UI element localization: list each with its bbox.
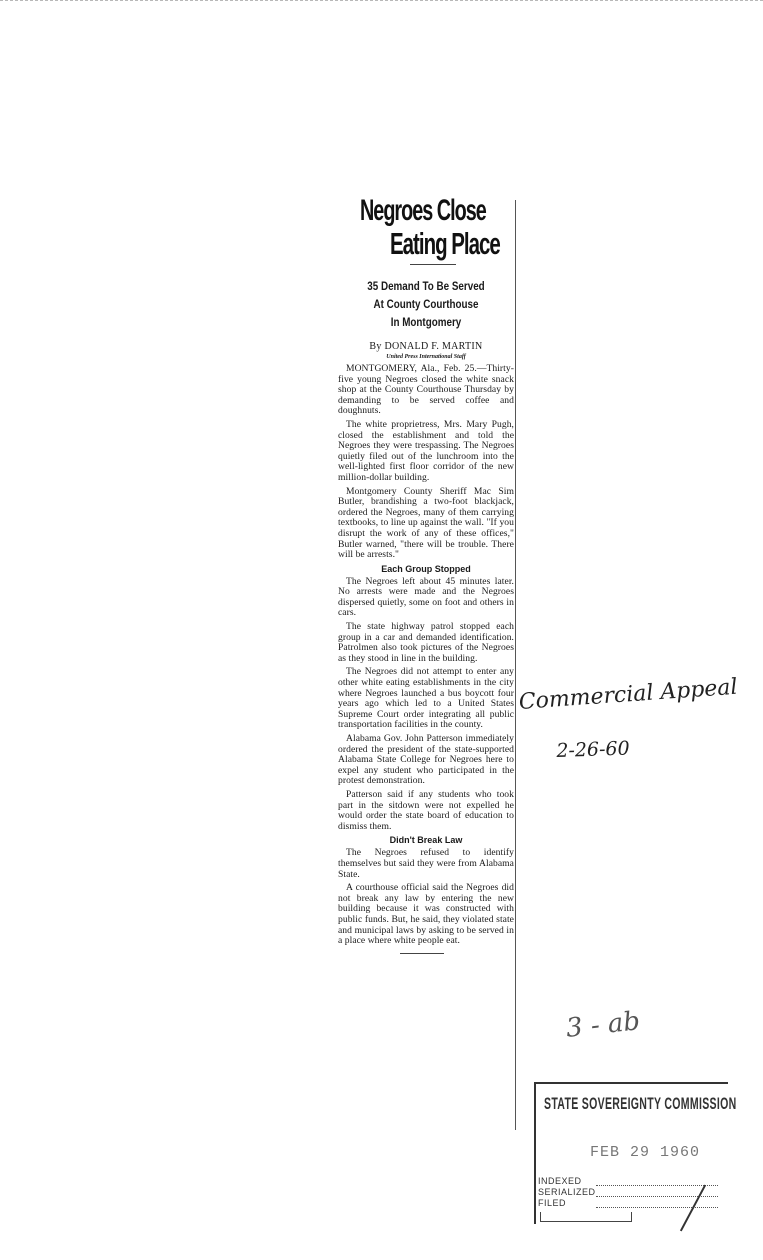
headline-line-2: Eating Place — [390, 226, 500, 261]
article-paragraph: A courthouse official said the Negroes did not break any law by entering the new building because it was constructed with public funds. But, he said, they violated state and municipal laws by asking to be served in a place where white people eat. — [338, 882, 514, 947]
article-paragraph: Patterson said if any students who took part in the sitdown were not expelled he would order the state board of education to dismiss them. — [338, 788, 514, 832]
stamp-indexed-label: INDEXED — [538, 1176, 582, 1186]
article-paragraph: The white proprietress, Mrs. Mary Pugh, closed the establishment and told the Negroes they were trespassing. The Negroes quietly filed out of the lunchroom into the well-lighted first floor corridor of the new million-dollar building. — [338, 418, 514, 483]
stamp-filed-label: FILED — [538, 1198, 567, 1208]
stamp-date: FEB 29 1960 — [590, 1144, 701, 1161]
article-paragraph: MONTGOMERY, Ala., Feb. 25.—Thirty-five young Negroes closed the white snack shop at the County Courthouse Thursday by demanding to be served coffee and doughnuts. — [338, 363, 514, 417]
article-paragraph: The Negroes refused to identify themselves but said they were from Alabama State. — [338, 847, 514, 880]
article-paragraph: The Negroes left about 45 minutes later. No arrests were made and the Negroes dispersed quietly, some on foot and others in cars. — [338, 575, 514, 619]
end-rule — [400, 953, 444, 954]
commission-stamp — [534, 1082, 737, 1224]
deck-line-1: 35 Demand To Be Served — [367, 279, 485, 293]
stamp-box — [540, 1212, 632, 1222]
subhead-each-group-stopped: Each Group Stopped — [381, 563, 471, 574]
byline: By DONALD F. MARTIN — [369, 341, 483, 352]
wire-credit: United Press International Staff — [386, 354, 466, 360]
handwritten-source-note: Commercial Appeal — [518, 674, 739, 715]
deck-line-2: At County Courthouse — [373, 297, 479, 311]
article-paragraph: The state highway patrol stopped each group in a car and demanded identification. Patrolmen also took pictures of the Negroes as they stood in line in the building. — [338, 621, 514, 664]
deck-line-3: In Montgomery — [390, 315, 462, 329]
handwritten-mark: 3 - ab — [564, 1006, 642, 1044]
clipping-edge-line — [515, 200, 516, 1130]
scan-top-edge — [0, 0, 763, 1]
stamp-serialized-label: SERIALIZED — [538, 1187, 596, 1197]
headline-rule — [410, 264, 456, 265]
handwritten-date-note: 2-26-60 — [556, 737, 631, 762]
stamp-title: STATE SOVEREIGNTY COMMISSION — [544, 1094, 737, 1113]
deck-headline — [338, 277, 514, 331]
subhead-didnt-break-law: Didn't Break Law — [389, 835, 463, 846]
article-paragraph: The Negroes did not attempt to enter any other white eating establishments in the city where Negroes launched a bus boycott four years ago which led to a United States Supreme Court order integrating all public transportation facilities in the county. — [338, 666, 514, 731]
newspaper-clipping — [338, 196, 514, 1136]
article-paragraph: Alabama Gov. John Patterson immediately ordered the president of the state-supported Alabama State College for Negroes here to expel any student who participated in the protest demonstration. — [338, 733, 514, 787]
article-paragraph: Montgomery County Sheriff Mac Sim Butler, brandishing a two-foot blackjack, ordered the Negroes, many of them carrying textbooks, to line up against the wall. "If you disrupt the work of any of these offices," Butler warned, "there will be trouble. There will be arrests." — [338, 485, 514, 561]
headline-line-1: Negroes Close — [360, 196, 486, 227]
